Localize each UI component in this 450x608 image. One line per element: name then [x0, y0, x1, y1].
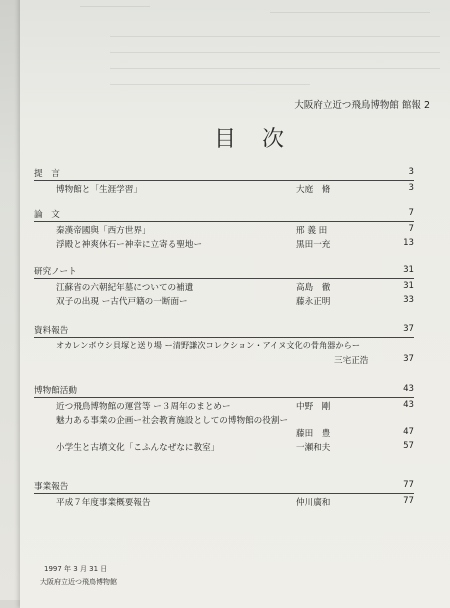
- section-page: 37: [403, 324, 414, 334]
- toc-entry[interactable]: [34, 238, 414, 252]
- entry-title: 江蘇省の六朝紀年墓についての補遺: [56, 283, 194, 293]
- entry-title: 浮殿と神爽休石ー神幸に立寄る聖地ー: [56, 239, 203, 250]
- entry-author: 藤永正明: [296, 296, 331, 307]
- entry-title: 双子の出現 ー古代戸籍の一断面ー: [56, 296, 188, 307]
- entry-title: 小学生と古墳文化「こふんなぜなに教室」: [56, 443, 220, 453]
- toc-heading: 目次: [213, 127, 310, 152]
- section-title: 論 文: [34, 210, 60, 220]
- entry-page: 31: [403, 281, 414, 291]
- toc-entry-continued[interactable]: [34, 354, 414, 368]
- section-rule: [34, 493, 414, 494]
- entry-page: 7: [408, 224, 414, 234]
- toc-entry[interactable]: [34, 340, 414, 354]
- section-rule: [34, 397, 414, 398]
- entry-author: 大庭 脩: [296, 185, 331, 195]
- entry-author: 藤田 豊: [296, 429, 331, 439]
- entry-page: 37: [403, 353, 414, 364]
- section-header[interactable]: [34, 265, 414, 278]
- toc-entry[interactable]: [34, 281, 414, 295]
- section-page: 43: [403, 384, 414, 394]
- section-title: 博物館活動: [34, 386, 77, 396]
- toc-entry[interactable]: [34, 295, 414, 309]
- document-page: [20, 0, 450, 608]
- journal-title: 大阪府立近つ飛鳥博物館 館報 2: [294, 100, 430, 111]
- toc-entry[interactable]: [34, 400, 414, 414]
- section-header[interactable]: [34, 480, 414, 493]
- footer-date: 1997 年 3 月 31 日: [44, 565, 108, 573]
- entry-author: 仲川廣和: [296, 498, 331, 508]
- toc-section: [34, 167, 414, 197]
- entry-author: 一瀬和夫: [296, 443, 331, 453]
- entry-page: 57: [403, 441, 414, 451]
- entry-page: 33: [403, 294, 414, 305]
- entry-title: 近つ飛鳥博物館の運営等 ー３周年のまとめー: [56, 402, 231, 412]
- entry-title: 秦漢帝國與「西方世界」: [56, 226, 151, 236]
- toc-section: [34, 324, 414, 368]
- section-header[interactable]: [34, 384, 414, 397]
- section-page: 7: [408, 208, 414, 218]
- section-page: 31: [403, 265, 414, 275]
- section-title: 事業報告: [34, 482, 69, 492]
- entry-author: 三宅正浩: [334, 355, 369, 366]
- section-header[interactable]: [34, 208, 414, 221]
- section-rule: [34, 278, 414, 279]
- toc-entry[interactable]: [34, 183, 414, 197]
- entry-page: 77: [403, 496, 414, 506]
- toc-section: [34, 208, 414, 251]
- bleed-through-text: [80, 0, 440, 92]
- entry-title: オカレンボウシ貝塚と送り場 ー清野謙次コレクション・アイヌ文化の骨角器からー: [56, 340, 361, 350]
- toc-section: [34, 384, 414, 455]
- toc-section: [34, 480, 414, 510]
- toc-entry[interactable]: [34, 414, 414, 428]
- toc-entry[interactable]: [34, 441, 414, 455]
- section-header[interactable]: [34, 167, 414, 180]
- entry-page: 13: [403, 237, 414, 248]
- entry-author: 黒田一充: [296, 239, 331, 250]
- section-header[interactable]: [34, 324, 414, 337]
- section-page: 77: [403, 480, 414, 490]
- entry-page: 47: [403, 427, 414, 437]
- toc-entry[interactable]: [34, 224, 414, 238]
- entry-title: 博物館と「生涯学習」: [56, 185, 142, 195]
- section-rule: [34, 180, 414, 181]
- toc-entry[interactable]: [34, 496, 414, 510]
- toc-section: [34, 265, 414, 308]
- entry-author: 高島 徹: [296, 283, 331, 293]
- entry-title: 平成７年度事業概要報告: [56, 498, 151, 508]
- section-title: 提 言: [34, 169, 60, 179]
- entry-title: 魅力ある事業の企画ー社会教育施設としての博物館の役割ー: [56, 415, 289, 426]
- section-rule: [34, 337, 414, 338]
- section-title: 資料報告: [34, 326, 69, 336]
- section-rule: [34, 221, 414, 222]
- toc-entry-continued[interactable]: [34, 427, 414, 441]
- footer-publisher: 大阪府立近つ飛鳥博物館: [40, 578, 117, 586]
- section-title: 研究ノート: [34, 267, 77, 277]
- entry-author: 邢 義 田: [296, 226, 328, 236]
- entry-page: 3: [408, 183, 414, 193]
- entry-author: 中野 剛: [296, 402, 331, 412]
- section-page: 3: [408, 167, 414, 177]
- entry-page: 43: [403, 400, 414, 410]
